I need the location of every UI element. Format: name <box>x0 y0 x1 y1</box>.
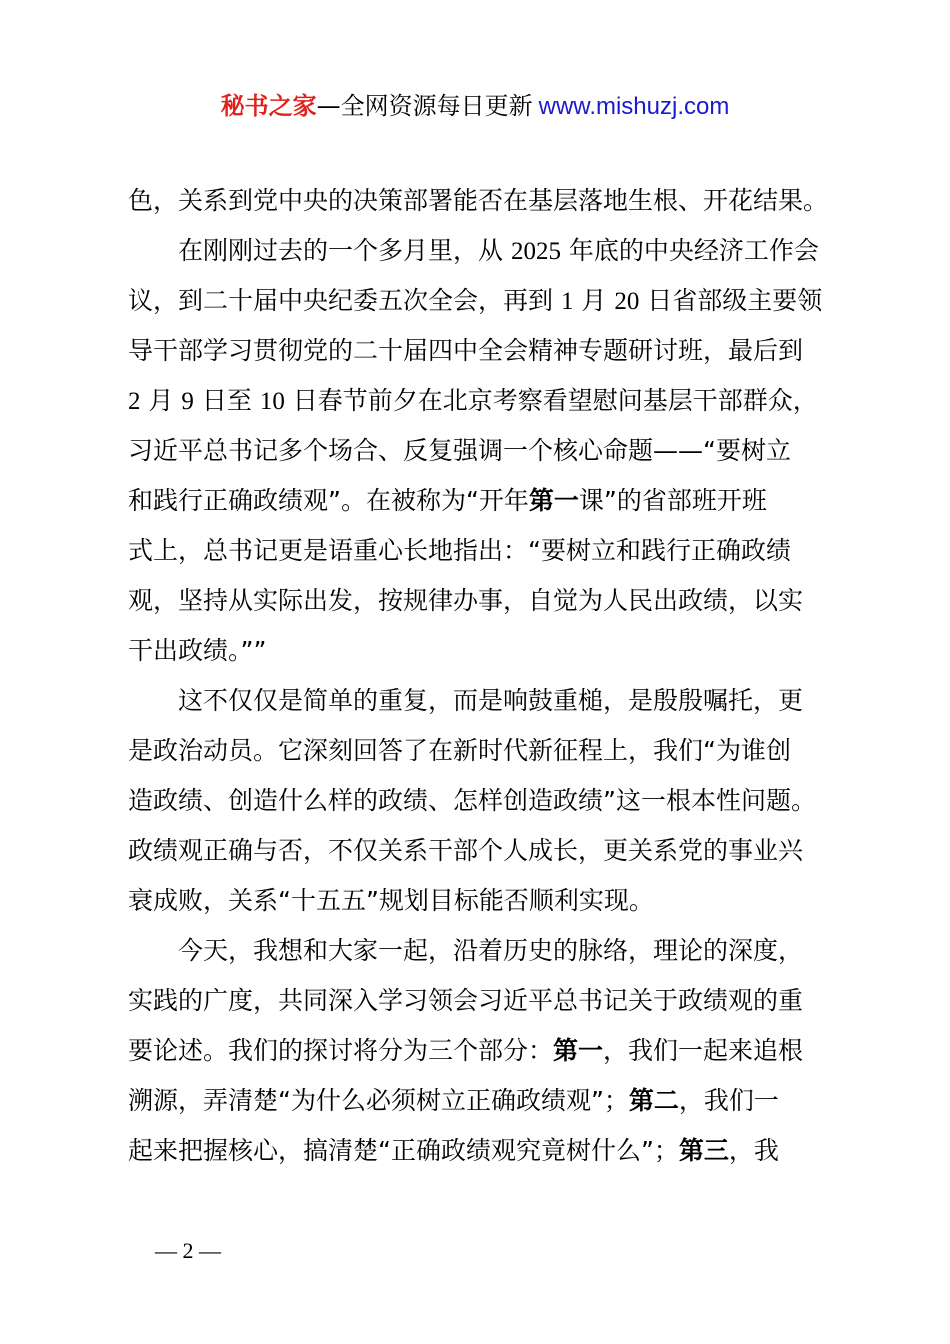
body-line: 色，关系到党中央的决策部署能否在基层落地生根、开花结果。 <box>128 186 829 215</box>
body-line: 造政绩、创造什么样的政绩、怎样创造政绩”这一根本性问题。 <box>128 786 816 815</box>
page-number: — 2 — <box>155 1238 221 1263</box>
body-line: 和践行正确政绩观”。在被称为“开年第一课”的省部班开班 <box>128 486 767 515</box>
body-line: 在刚刚过去的一个多月里，从 2025 年底的中央经济工作会 <box>178 236 819 265</box>
body-line: 溯源，弄清楚“为什么必须树立正确政绩观”；第二，我们一 <box>128 1086 779 1115</box>
body-line: 起来把握核心，搞清楚“正确政绩观究竟树什么”；第三，我 <box>128 1136 779 1165</box>
header-tagline: —全网资源每日更新 <box>316 92 533 120</box>
body-line: 观，坚持从实际出发，按规律办事，自觉为人民出政绩，以实 <box>128 586 804 615</box>
body-line: 式上，总书记更是语重心长地指出：“要树立和践行正确政绩 <box>128 536 791 565</box>
body-line: 习近平总书记多个场合、反复强调一个核心命题——“要树立 <box>128 436 791 465</box>
body-line: 这不仅仅是简单的重复，而是响鼓重槌，是殷殷嘱托，更 <box>178 686 804 715</box>
body-line: 要论述。我们的探讨将分为三个部分：第一，我们一起来追根 <box>128 1036 804 1065</box>
brand-name: 秘书之家 <box>220 92 317 120</box>
body-line: 干出政绩。”” <box>128 636 267 665</box>
body-line: 实践的广度，共同深入学习领会习近平总书记关于政绩观的重 <box>128 986 804 1015</box>
document-header <box>0 90 950 123</box>
header-url: www.mishuzj.com <box>538 93 730 120</box>
body-line: 政绩观正确与否，不仅关系干部个人成长，更关系党的事业兴 <box>128 836 804 865</box>
body-line: 是政治动员。它深刻回答了在新时代新征程上，我们“为谁创 <box>128 736 791 765</box>
body-line: 2 月 9 日至 10 日春节前夕在北京考察看望慰问基层干部群众， <box>128 386 818 415</box>
body-line: 导干部学习贯彻党的二十届四中全会精神专题研讨班，最后到 <box>128 336 804 365</box>
body-line: 衰成败，关系“十五五”规划目标能否顺利实现。 <box>128 886 654 915</box>
body-line: 今天，我想和大家一起，沿着历史的脉络，理论的深度， <box>178 936 804 965</box>
body-line: 议，到二十届中央纪委五次全会，再到 1 月 20 日省部级主要领 <box>128 286 823 315</box>
